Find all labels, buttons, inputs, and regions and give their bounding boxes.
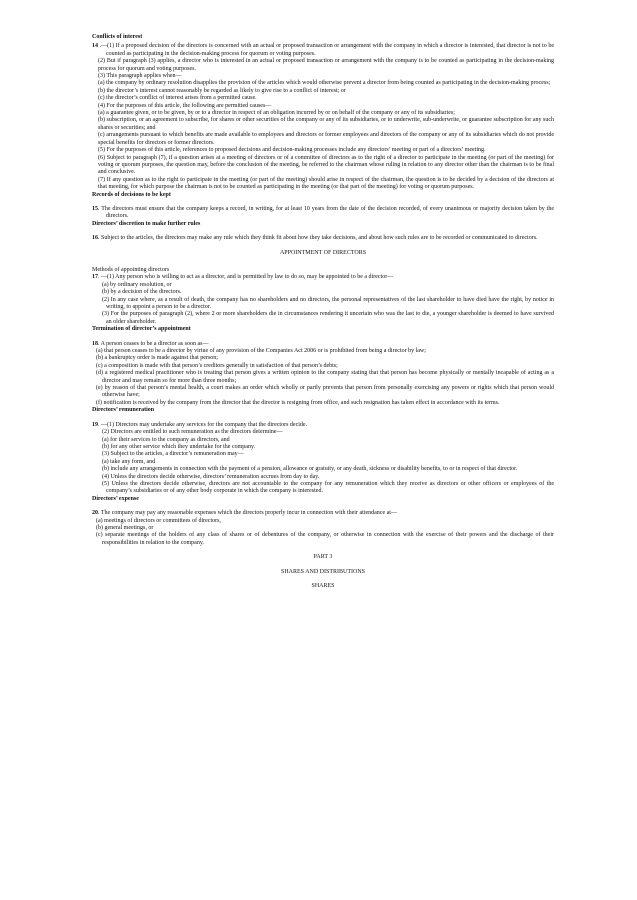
spacer	[92, 257, 554, 267]
clause-paragraph: (5) For the purposes of this article, references to proposed decisions and decision-making processes include any directors’ meeting or part of a directors’ meeting.	[98, 147, 486, 154]
section-heading: Directors’ discretion to make further rules	[92, 220, 201, 227]
clause-paragraph: (b) include any arrangements in connection with the payment of a pension, allowance or gratuity, or any death, sickness or disability benefits, to or in respect of that director.	[102, 466, 518, 473]
clause-paragraph: (b) general meetings, or	[96, 524, 154, 531]
article-text: . A person ceases to be a director as soon as—	[98, 340, 209, 347]
clause-paragraph: (6) Subject to paragraph (7), if a question arises at a meeting of directors or of a committee of directors as to the right of a director to participate in the meeting (or part of the meeting) for voting or quorum purposes, the question may, before the conclusion of the meeting, be referred to the chairman whose ruling in relation to any director other than the chairman is to be final and conclusive.	[98, 154, 554, 176]
clause-paragraph: (7) If any question as to the right to participate in the meeting (or part of the meeting) should arise in respect of the chairman, the question is to be decided by a decision of the directors at that meeting, for which purpose the chairman is not to be counted as participating in the meeting (or that part of the meeting) for voting or quorum purposes.	[98, 176, 554, 191]
article-number: 16	[92, 235, 98, 242]
article-paragraph	[92, 341, 554, 348]
section-heading: Directors’ expense	[92, 495, 139, 502]
article-text: . The directors must ensure that the company keeps a record, in writing, for at least 10 years from the date of the decision recorded, of every unanimous or majority decision taken by the directors.	[98, 205, 554, 220]
spacer	[92, 576, 554, 583]
article-paragraph	[92, 206, 554, 221]
clause-paragraph: (c) separate meetings of the holders of any class of shares or of debentures of the company, or otherwise in connection with the exercise of their powers and the discharge of their responsibilities in relation to the company.	[96, 532, 554, 546]
part-title: APPOINTMENT OF DIRECTORS	[279, 249, 367, 256]
document-page	[92, 34, 554, 590]
clause-paragraph: (a) take any form, and	[102, 458, 156, 465]
clause-paragraph: (5) Unless the directors decide otherwise, directors are not accountable to the company for any remuneration which they receive as directors or other officers or employees of the company’s subsidiaries or of any other body corporate in which the company is interested.	[102, 480, 554, 495]
clause-paragraph: (2) But if paragraph (3) applies, a director who is interested in an actual or proposed transaction or arrangement with the company is to be counted as participating in the decision-making process for quorum and voting purposes.	[98, 58, 554, 72]
spacer	[92, 562, 554, 569]
clause-paragraph: (b) by a decision of the directors.	[102, 289, 182, 296]
spacer	[92, 503, 554, 510]
article-text: . —(1) Directors may undertake any services for the company that the directors decide.	[98, 421, 308, 428]
section-heading: Records of decisions to be kept	[92, 191, 171, 198]
article-text: . —(1) Any person who is willing to act as a director, and is permitted by law to do so, may be appointed to be a director—	[98, 274, 394, 281]
clause-paragraph: (4) For the purposes of this article, the following are permitted causes—	[98, 102, 272, 109]
clause-paragraph: (c) arrangements pursuant to which benefits are made available to employees and directors or former employees and directors of the company or any of its subsidiaries which do not provide special benefits for directors or former directors.	[98, 132, 554, 146]
subsection-label: Methods of appointing directors	[92, 266, 170, 273]
clause-paragraph: (c) a composition is made with that person’s creditors generally in satisfaction of that person’s debts;	[96, 362, 338, 369]
article-text: .—(1) If a proposed decision of the directors is concerned with an actual or proposed transaction or arrangement with the company in which a director is interested, that director is not to be counted as participating in the decision-making process for quorum or voting purposes.	[98, 43, 554, 57]
article-paragraph	[92, 274, 554, 281]
spacer	[92, 334, 554, 341]
section-heading: Termination of director’s appointment	[92, 326, 191, 333]
clause-paragraph: (a) for their services to the company as directors, and	[102, 436, 230, 443]
article-paragraph	[92, 43, 554, 58]
article-number: 19	[92, 421, 98, 428]
clause-paragraph: (a) the company by ordinary resolution disapplies the provision of the articles which would otherwise prevent a director from being counted as participating in the decision-making process;	[98, 80, 551, 87]
clause-paragraph: (b) for any other service which they undertake for the company.	[102, 443, 256, 450]
part-title: SHARES	[311, 583, 335, 589]
article-paragraph	[92, 235, 554, 242]
clause-paragraph: (e) by reason of that person’s mental health, a court makes an order which wholly or partly prevents that person from personally exercising any powers or rights which that person would otherwise have;	[96, 385, 554, 399]
article-paragraph	[92, 422, 554, 429]
clause-paragraph: (b) subscription, or an agreement to subscribe, for shares or other securities of the company or any of its subsidiaries, or to underwrite, sub-underwrite, or guarantee subscription for any such shares or securities; and	[98, 117, 554, 131]
clause-paragraph: (4) Unless the directors decide otherwise, directors’ remuneration accrues from day to day.	[102, 473, 320, 480]
article-number: 20	[92, 510, 98, 517]
article-text: . Subject to the articles, the directors may make any rule which they think fit about how they take decisions, and about how such rules are to be recorded or communicated to directors.	[98, 235, 538, 242]
clause-paragraph: (3) This paragraph applies when—	[98, 73, 182, 80]
clause-paragraph: (b) a bankruptcy order is made against that person;	[96, 355, 218, 362]
clause-paragraph: (a) that person ceases to be a director by virtue of any provision of the Companies Act 2006 or is prohibited from being a director by law;	[96, 348, 426, 355]
clause-paragraph: (3) Subject to the articles, a director’s remuneration may—	[102, 451, 244, 458]
clause-paragraph: (a) by ordinary resolution, or	[102, 281, 172, 288]
article-paragraph	[92, 510, 554, 517]
clause-paragraph: (c) the director’s conflict of interest arises from a permitted cause.	[98, 95, 257, 102]
clause-paragraph: (2) Directors are entitled to such remuneration as the directors determine—	[102, 429, 283, 436]
part-title: PART 3	[313, 554, 333, 561]
article-text: . The company may pay any reasonable expenses which the directors properly incur in connection with their attendance at—	[98, 510, 397, 517]
article-number: 14	[92, 43, 98, 50]
article-number: 18	[92, 340, 98, 347]
clause-paragraph: (a) a guarantee given, or to be given, by or to a director in respect of an obligation incurred by or on behalf of the company or any of its subsidiaries;	[98, 110, 455, 117]
spacer	[92, 243, 554, 250]
clause-paragraph: (3) For the purposes of paragraph (2), where 2 or more shareholders die in circumstances rendering it uncertain who was the last to die, a younger shareholder is deemed to have survived an older shareholder.	[102, 311, 554, 325]
article-number: 15	[92, 205, 98, 212]
clause-paragraph: (2) In any case where, as a result of death, the company has no shareholders and no directors, the personal representatives of the last shareholder to have died have the right, by notice in writing, to appoint a person to be a director.	[102, 296, 554, 310]
spacer	[92, 199, 554, 206]
part-title: SHARES AND DISTRIBUTIONS	[280, 568, 365, 575]
clause-paragraph: (a) meetings of directors or committees of directors,	[96, 517, 221, 524]
clause-paragraph: (b) the director’s interest cannot reasonably be regarded as likely to give rise to a conflict of interest; or	[98, 87, 346, 94]
spacer	[92, 415, 554, 422]
spacer	[92, 547, 554, 554]
article-number: 17	[92, 274, 98, 281]
clause-paragraph: (f) notification is received by the company from the director that the director is resigning from office, and such resignation has taken effect in accordance with its terms.	[96, 399, 500, 406]
clause-paragraph: (d) a registered medical practitioner who is treating that person gives a written opinion to the company stating that that person has become physically or mentally incapable of acting as a director and may remain so for more than three months;	[96, 370, 554, 384]
section-heading: Directors’ remuneration	[92, 407, 155, 414]
section-heading: Conflicts of interest	[92, 34, 143, 40]
